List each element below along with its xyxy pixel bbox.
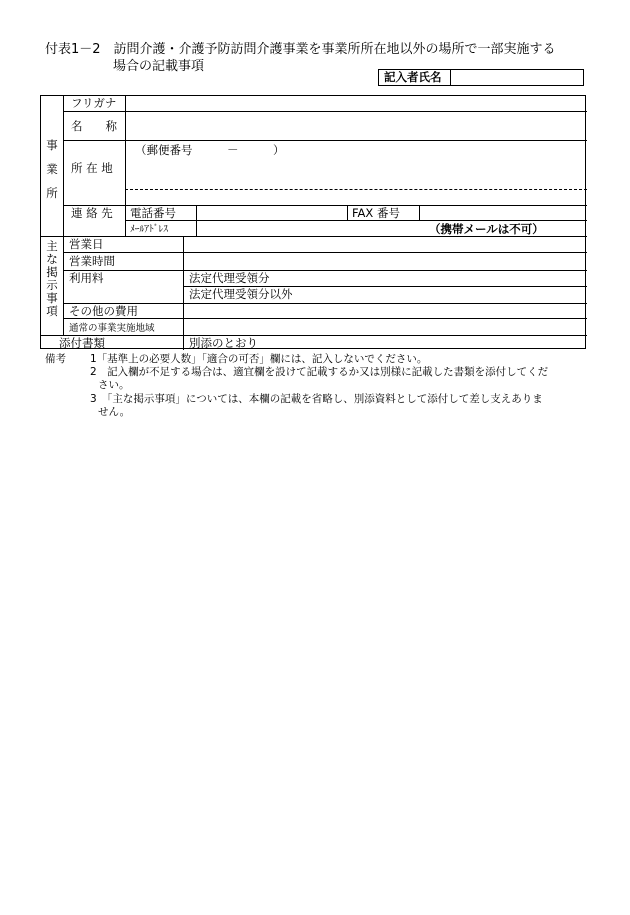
- divider: [63, 96, 64, 335]
- divider: [125, 220, 587, 221]
- service-area-label: 通常の事業実施地域: [69, 323, 155, 334]
- email-note: （携帯メールは不可）: [429, 222, 544, 236]
- address-label: 所 在 地: [71, 161, 113, 175]
- business-days-label: 営業日: [69, 237, 104, 251]
- form-title-continued: 場合の記載事項: [113, 59, 205, 74]
- divider: [63, 303, 587, 304]
- divider: [63, 252, 587, 253]
- divider: [63, 140, 587, 141]
- email-label: ﾒｰﾙｱﾄﾞﾚｽ: [130, 224, 169, 235]
- other-costs-label: その他の費用: [69, 304, 138, 318]
- divider: [41, 236, 587, 237]
- contact-label: 連 絡 先: [71, 206, 113, 220]
- business-hours-label: 営業時間: [69, 254, 115, 268]
- divider: [183, 236, 184, 350]
- postal-code-label: （郵便番号 － ）: [135, 143, 285, 157]
- remark-2: 2 記入欄が不足する場合は、適宜欄を設けて記載するか又は別様に記載した書類を添付してくだ: [90, 366, 549, 378]
- name-label: 名 称: [71, 119, 117, 133]
- dashed-divider: [125, 189, 587, 190]
- recorder-name-label: 記入者氏名: [379, 70, 451, 85]
- divider: [419, 205, 420, 220]
- remark-1: 1「基準上の必要人数」「適合の可否」欄には、記入しないでください。: [90, 353, 428, 365]
- form-title: 付表1－2 訪問介護・介護予防訪問介護事業を事業所所在地以外の場所で一部実施する: [45, 42, 556, 57]
- remark-2-continued: さい。: [98, 379, 130, 391]
- form-table: [40, 95, 586, 349]
- furigana-label: フリガナ: [71, 96, 117, 110]
- fee-non-proxy-label: 法定代理受領分以外: [189, 287, 293, 301]
- divider: [63, 111, 587, 112]
- notices-section-label: 主な掲示事項: [46, 239, 58, 318]
- phone-label: 電話番号: [130, 206, 176, 220]
- remark-3-continued: せん。: [98, 406, 131, 418]
- fee-proxy-label: 法定代理受領分: [189, 271, 270, 285]
- divider: [347, 205, 348, 220]
- attachments-label: 添付書類: [59, 336, 105, 350]
- recorder-name-box: [378, 69, 584, 86]
- fees-label: 利用料: [69, 271, 104, 285]
- divider: [41, 335, 587, 336]
- divider: [125, 96, 126, 236]
- divider: [63, 318, 587, 319]
- remarks-label: 備考: [45, 353, 66, 365]
- attachments-value: 別添のとおり: [189, 336, 258, 350]
- fax-label: FAX 番号: [352, 206, 400, 220]
- divider: [63, 270, 587, 271]
- remark-3: 3 「主な掲示事項」については、本欄の記載を省略し、別添資料として添付して差し支えありま: [90, 393, 543, 405]
- office-section-label: 事業所: [46, 138, 58, 200]
